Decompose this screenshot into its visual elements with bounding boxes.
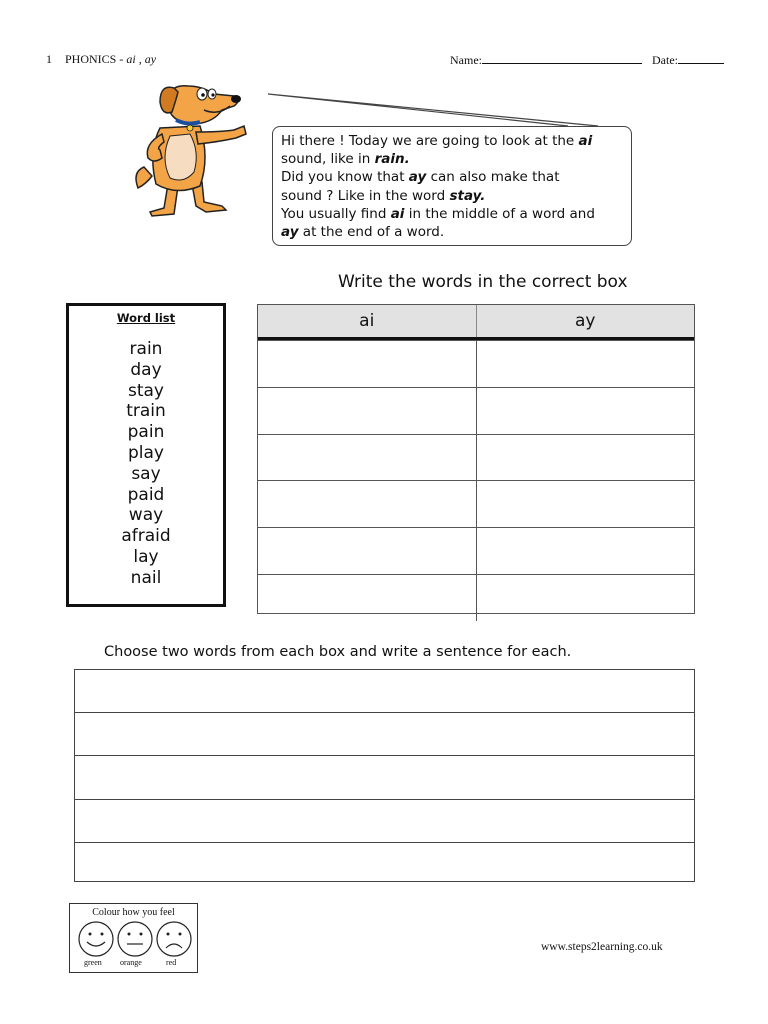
sentence-line[interactable]: [75, 755, 694, 798]
speech-emphasis: ay: [408, 169, 427, 186]
ay-answer-cell[interactable]: [476, 388, 695, 434]
ay-answer-cell[interactable]: [476, 528, 695, 574]
ay-answer-cell[interactable]: [476, 341, 695, 387]
word-list-item: paid: [127, 484, 165, 505]
neutral-face-icon[interactable]: [118, 922, 152, 956]
ai-answer-cell[interactable]: [258, 388, 476, 434]
word-list-item: rain: [129, 339, 163, 359]
sort-table-row: [258, 387, 694, 434]
word-list-item: say: [131, 463, 161, 484]
sort-table-header: [258, 305, 694, 340]
sentence-line[interactable]: [75, 799, 694, 842]
name-field[interactable]: [450, 52, 642, 68]
sort-table: [257, 304, 695, 614]
ay-answer-cell[interactable]: [476, 435, 695, 481]
speech-emphasis: stay.: [449, 187, 486, 204]
speech-emphasis: ay: [281, 224, 299, 241]
speech-text: can also make that: [426, 169, 560, 186]
sentence-instruction: Choose two words from each box and write a sentence for each.: [104, 644, 572, 660]
name-blank-line[interactable]: [482, 52, 642, 64]
speech-text: You usually find: [281, 205, 391, 222]
word-list-item: lay: [133, 546, 159, 567]
sentence-writing-box: [74, 669, 695, 882]
ai-answer-cell[interactable]: [258, 341, 476, 387]
ai-answer-cell[interactable]: [258, 528, 476, 574]
sort-table-row: [258, 434, 694, 481]
speech-text: Hi there ! Today we are going to look at the: [281, 133, 579, 149]
word-list-item: stay: [127, 380, 164, 401]
word-list-item: nail: [130, 567, 162, 588]
word-list-item: train: [126, 401, 166, 422]
sort-table-row: [258, 527, 694, 574]
speech-emphasis: rain.: [374, 151, 410, 168]
feelings-title: Colour how you feel: [92, 907, 175, 918]
sentence-line[interactable]: [75, 670, 694, 712]
word-list: [69, 339, 223, 589]
sort-table-row: [258, 340, 694, 387]
word-list-item: play: [128, 442, 164, 463]
ai-answer-cell[interactable]: [258, 575, 476, 621]
column-header-ay: ay: [476, 305, 695, 337]
website-url: www.steps2learning.co.uk: [541, 941, 663, 953]
ai-answer-cell[interactable]: [258, 481, 476, 527]
speech-text: at the end of a word.: [298, 224, 445, 241]
speech-emphasis: ai: [578, 133, 593, 149]
ay-answer-cell[interactable]: [476, 575, 695, 621]
worksheet-heading: [46, 52, 156, 67]
sort-table-row: [258, 480, 694, 527]
word-list-item: afraid: [121, 526, 171, 547]
feelings-box: [69, 903, 198, 973]
speech-text: Did you know that: [281, 169, 409, 186]
sort-table-row: [258, 574, 694, 621]
face-label-orange: orange: [120, 958, 142, 967]
face-label-red: red: [166, 958, 177, 967]
sad-face-icon[interactable]: [157, 922, 191, 956]
sort-instruction: Write the words in the correct box: [338, 272, 628, 292]
date-field[interactable]: [652, 52, 724, 68]
date-label: Date:: [652, 53, 678, 67]
ai-answer-cell[interactable]: [258, 435, 476, 481]
sentence-line[interactable]: [75, 712, 694, 755]
speech-text: sound ? Like in the word: [281, 187, 450, 204]
ay-answer-cell[interactable]: [476, 481, 695, 527]
column-header-ai: ai: [359, 311, 375, 331]
speech-text: sound, like in: [281, 151, 375, 168]
speech-emphasis: ai: [390, 205, 405, 222]
name-label: Name:: [450, 53, 482, 67]
worksheet-topic: PHONICS: [65, 52, 117, 66]
word-list-item: way: [128, 505, 164, 526]
word-list-item: day: [130, 359, 162, 380]
sentence-line[interactable]: [75, 842, 694, 885]
worksheet-number: 1: [46, 52, 52, 66]
speech-text: in the middle of a word and: [404, 205, 595, 222]
word-list-item: pain: [127, 422, 165, 443]
speech-bubble: [272, 126, 632, 246]
faces-group: [76, 921, 194, 957]
date-blank-line[interactable]: [678, 52, 724, 64]
happy-face-icon[interactable]: [79, 922, 113, 956]
dog-mascot-illustration: [130, 72, 250, 222]
word-list-box: [66, 303, 226, 607]
worksheet-sounds: - ai , ay: [119, 52, 157, 66]
face-label-green: green: [84, 958, 102, 967]
word-list-title: Word list: [116, 311, 176, 325]
